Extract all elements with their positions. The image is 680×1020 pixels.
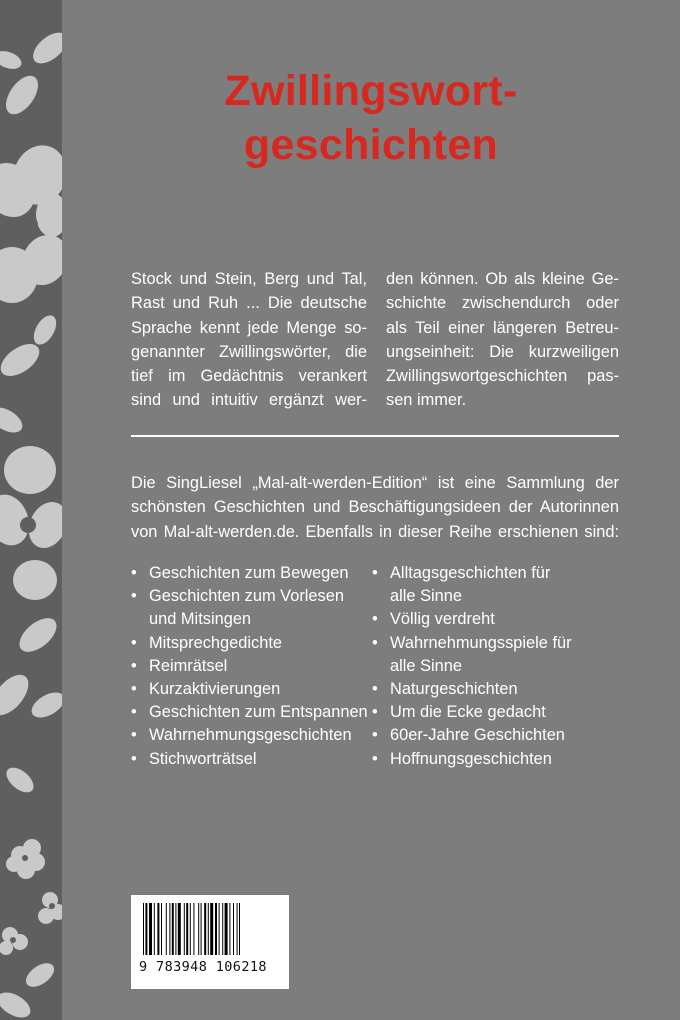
barcode-bar (161, 903, 162, 955)
series-list-item (131, 655, 371, 678)
series-title-text: Mitsprechgedichte (149, 633, 283, 652)
series-list-item (131, 585, 371, 631)
series-intro (131, 471, 619, 544)
series-title-text: Geschichten zum Bewegen (149, 564, 349, 582)
blurb-line: schichte zwischendurch oder (386, 294, 619, 313)
series-list-right (372, 562, 622, 771)
series-list-item (372, 748, 622, 771)
book-title (62, 64, 680, 172)
blurb-line: sind und intuitiv ergänzt wer- (131, 391, 367, 410)
bullet-icon: • (372, 703, 378, 722)
barcode-bar (233, 903, 234, 955)
blurb-line: als Teil einer längeren Betreu- (386, 318, 619, 337)
barcode-bar (166, 903, 167, 955)
series-title-text: Alltagsgeschichten für (390, 564, 551, 582)
barcode-bar (184, 903, 185, 955)
series-title-text: Geschichten zum Entspannen (149, 703, 368, 722)
series-list-item (131, 632, 371, 655)
bullet-icon: • (372, 564, 378, 582)
barcode-bar (229, 903, 230, 955)
series-title-text: alle Sinne (390, 656, 462, 675)
barcode-bar (143, 903, 144, 955)
series-title-text: Stichworträtsel (149, 749, 257, 768)
series-title-text: Um die Ecke gedacht (390, 703, 546, 722)
barcode-bar (149, 903, 152, 955)
series-title-text: Reimrätsel (149, 656, 228, 675)
floral-pattern-icon (0, 0, 62, 1020)
bullet-icon: • (372, 610, 378, 629)
blurb-line: genannter Zwillingswörter, die (131, 342, 367, 361)
barcode-bar (178, 903, 181, 955)
barcode-bar (215, 903, 217, 955)
series-title-text: 60er-Jahre Geschichten (390, 726, 565, 745)
series-title-text: alle Sinne (390, 587, 462, 606)
floral-side-strip (0, 0, 62, 1020)
blurb-left-column (131, 267, 367, 413)
series-title-text: Wahrnehmungsgeschichten (149, 726, 352, 745)
barcode-number: 9 783948 106218 (139, 959, 267, 975)
bullet-icon: • (372, 680, 378, 699)
blurb-line: tief im Gedächtnis verankert (131, 367, 367, 386)
series-list-item (131, 562, 371, 585)
barcode-bar (193, 903, 194, 955)
barcode-bar (225, 903, 228, 955)
barcode-bar (237, 903, 238, 955)
series-title-text: Völlig verdreht (390, 610, 495, 629)
intro-line: Die SingLiesel „Mal-alt-werden-Edition“ ist eine Sammlung der (131, 474, 619, 492)
barcode-bar (157, 903, 159, 955)
bullet-icon: • (131, 680, 137, 699)
series-list-item (372, 562, 622, 608)
series-title-text: Hoffnungsgeschichten (390, 749, 552, 768)
barcode-bar (175, 903, 176, 955)
barcode-icon (141, 903, 279, 959)
barcode-bar (204, 903, 206, 955)
barcode (131, 895, 289, 989)
series-list-item (131, 701, 371, 724)
blurb-line: Stock und Stein, Berg und Tal, (131, 270, 367, 288)
bullet-icon: • (131, 633, 137, 652)
barcode-bar (190, 903, 191, 955)
series-title-text: Geschichten zum Vorlesen (149, 587, 344, 606)
barcode-bar (201, 903, 202, 955)
barcode-bar (239, 903, 240, 955)
barcode-bar (210, 903, 213, 955)
barcode-bar (208, 903, 209, 955)
bullet-icon: • (131, 564, 137, 582)
series-list-item (131, 748, 371, 771)
series-list-item (131, 724, 371, 747)
bullet-icon: • (131, 726, 137, 745)
blurb-right-column (386, 267, 619, 413)
barcode-bar (169, 903, 170, 955)
series-list-left (131, 562, 371, 771)
bullet-icon: • (372, 749, 378, 768)
series-list-item (372, 724, 622, 747)
bullet-icon: • (131, 749, 137, 768)
barcode-bar (198, 903, 199, 955)
series-list-item (372, 632, 622, 678)
divider-rule (131, 435, 619, 437)
blurb-line: Zwillingswortgeschichten pas- (386, 367, 619, 386)
barcode-bar (222, 903, 223, 955)
series-title-text: Wahrnehmungsspiele für (390, 633, 572, 652)
series-title-text: und Mitsingen (149, 610, 252, 629)
bullet-icon: • (131, 703, 137, 722)
title-line-2: geschichten (243, 121, 499, 169)
bullet-icon: • (131, 656, 137, 675)
bullet-icon: • (372, 726, 378, 745)
series-title-text: Naturgeschichten (390, 680, 518, 699)
blurb-line: ungseinheit: Die kurzweiligen (386, 342, 619, 361)
intro-line: von Mal-alt-werden.de. Ebenfalls in dieser Reihe erschienen sind: (131, 522, 619, 541)
barcode-bar (219, 903, 220, 955)
barcode-bar (145, 903, 147, 955)
blurb-line: Rast und Ruh ... Die deutsche (131, 294, 367, 313)
intro-line: schönsten Geschichten und Beschäftigungsideen der Autorinnen (131, 498, 619, 517)
blurb-line: Sprache kennt jede Menge so- (131, 318, 367, 337)
barcode-bar (172, 903, 174, 955)
barcode-bar (154, 903, 155, 955)
bullet-icon: • (372, 633, 378, 652)
series-list-item (131, 678, 371, 701)
series-list-item (372, 608, 622, 631)
blurb-line: sen immer. (386, 391, 467, 410)
title-line-1: Zwillingswort- (224, 67, 518, 115)
barcode-bar (186, 903, 188, 955)
blurb-line: den können. Ob als kleine Ge- (386, 270, 619, 288)
series-list-item (372, 701, 622, 724)
series-title-text: Kurzaktivierungen (149, 680, 281, 699)
bullet-icon: • (131, 587, 137, 606)
series-list-item (372, 678, 622, 701)
